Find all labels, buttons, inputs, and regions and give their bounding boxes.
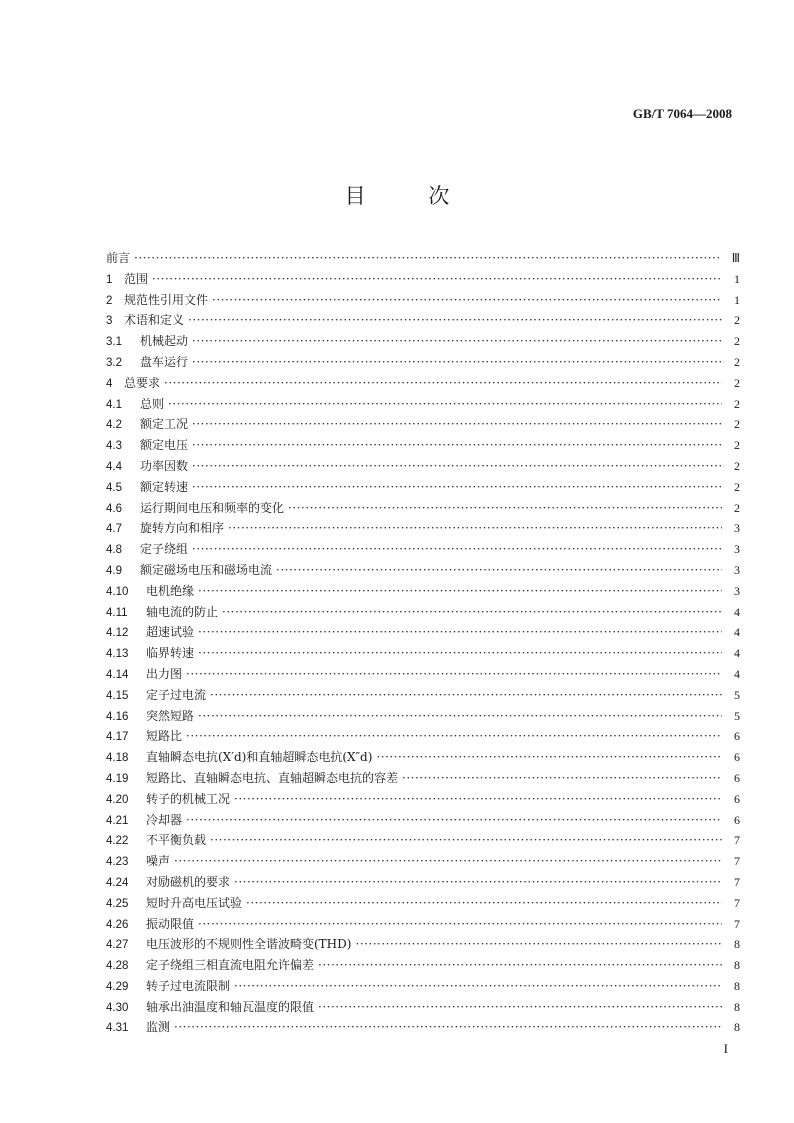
toc-entry[interactable] <box>106 518 740 539</box>
toc-entry-number: 4.14 <box>106 668 129 681</box>
toc-entry-number: 4.25 <box>106 897 129 910</box>
toc-entry[interactable] <box>106 851 740 872</box>
toc-entry-page: 7 <box>734 874 740 889</box>
toc-entry-title: 噪声 <box>146 854 171 869</box>
toc-entry-number: 4.5 <box>106 481 122 494</box>
toc-entry-number: 4.19 <box>106 772 129 785</box>
toc-entry-title: 功率因数 <box>140 458 189 473</box>
toc-entry-page: 2 <box>734 375 740 390</box>
toc-entry[interactable] <box>106 872 740 893</box>
dot-leader <box>192 477 722 498</box>
dot-leader <box>192 331 722 352</box>
toc-entry-page: 7 <box>734 833 740 848</box>
toc-entry-page: 1 <box>734 271 740 286</box>
toc-entry-number: 4.7 <box>106 523 122 536</box>
toc-entry-page: Ⅲ <box>731 251 740 265</box>
toc-entry-number: 4.29 <box>106 980 129 993</box>
toc-entry-page: 3 <box>734 542 740 557</box>
dot-leader <box>288 498 722 519</box>
dot-leader <box>198 643 722 664</box>
toc-entry-number: 4.21 <box>106 814 129 827</box>
toc-entry-number: 4.18 <box>106 752 129 765</box>
toc-entry[interactable] <box>106 934 740 955</box>
toc-entry-page: 6 <box>734 791 740 806</box>
dot-leader <box>234 976 722 997</box>
toc-entry[interactable] <box>106 622 740 643</box>
toc-entry-page: 4 <box>734 646 740 661</box>
toc-entry-page: 6 <box>734 750 740 765</box>
toc-entry-page: 5 <box>734 687 740 702</box>
toc-entry-number: 4.20 <box>106 793 129 806</box>
toc-entry-title: 冷却器 <box>146 812 183 827</box>
toc-entry[interactable] <box>106 685 740 706</box>
toc-entry[interactable] <box>106 893 740 914</box>
dot-leader <box>402 768 722 789</box>
toc-entry[interactable] <box>106 643 740 664</box>
dot-leader <box>198 706 722 727</box>
dot-leader <box>186 664 722 685</box>
toc-entry-number: 3.2 <box>106 356 122 369</box>
toc-entry-page: 3 <box>734 583 740 598</box>
toc-entry-number: 4.3 <box>106 440 122 453</box>
standard-code: GB/T 7064—2008 <box>632 106 732 121</box>
toc-entry-number: 4.11 <box>106 606 128 619</box>
dot-leader <box>228 518 722 539</box>
toc-entry-title: 机械起动 <box>140 334 189 349</box>
dot-leader <box>192 456 722 477</box>
toc-entry[interactable] <box>106 414 740 435</box>
toc-entry-title: 直轴瞬态电抗(X′d)和直轴超瞬态电抗(X″d) <box>146 750 373 765</box>
toc-entry-title: 额定转速 <box>140 479 189 494</box>
dot-leader <box>174 851 722 872</box>
dot-leader <box>134 248 722 269</box>
toc-entry-title: 术语和定义 <box>124 313 185 328</box>
toc-entry-title: 短路比、直轴瞬态电抗、直轴超瞬态电抗的容差 <box>146 770 399 785</box>
toc-entry-title: 电压波形的不规则性全谐波畸变(THD) <box>146 937 352 952</box>
toc-entry-title: 总则 <box>140 396 165 411</box>
toc-entry[interactable] <box>106 955 740 976</box>
toc-entry-title: 规范性引用文件 <box>124 292 209 307</box>
toc-entry-title: 监测 <box>146 1020 171 1035</box>
toc-entry-number: 4.9 <box>106 564 122 577</box>
toc-entry[interactable] <box>106 435 740 456</box>
toc-entry-title: 突然短路 <box>146 708 195 723</box>
toc-entry-number: 4.30 <box>106 1001 129 1014</box>
toc-entry-page: 8 <box>734 958 740 973</box>
toc-entry-title: 转子过电流限制 <box>146 978 231 993</box>
toc-entry-title: 电机绝缘 <box>146 583 195 598</box>
toc-entry-title: 前言 <box>106 251 131 265</box>
dot-leader <box>318 997 722 1018</box>
toc-entry-title: 盘车运行 <box>140 354 189 369</box>
toc-entry[interactable] <box>106 290 740 311</box>
toc-entry-page: 6 <box>734 812 740 827</box>
toc-entry-page: 7 <box>734 895 740 910</box>
toc-entry-number: 4.8 <box>106 544 122 557</box>
dot-leader <box>234 789 722 810</box>
toc-entry[interactable] <box>106 269 740 290</box>
toc-entry-page: 2 <box>734 334 740 349</box>
toc-entry-number: 4.4 <box>106 460 122 473</box>
toc-entry-number: 4.12 <box>106 627 129 640</box>
toc-entry[interactable] <box>106 310 740 331</box>
toc-entry-number: 3.1 <box>106 336 122 349</box>
toc-entry-number: 4.28 <box>106 960 129 973</box>
dot-leader <box>210 830 722 851</box>
toc-entry-page: 6 <box>734 770 740 785</box>
dot-leader <box>186 810 722 831</box>
page-number: I <box>723 1041 728 1056</box>
toc-entry-number: 4.31 <box>106 1022 129 1035</box>
toc-entry-number: 4.23 <box>106 856 129 869</box>
toc-entry[interactable] <box>106 352 740 373</box>
toc-entry-title: 额定工况 <box>140 417 189 432</box>
toc-entry-page: 2 <box>734 458 740 473</box>
toc-entry-title: 旋转方向和相序 <box>140 521 225 536</box>
toc-entry-title: 额定磁场电压和磁场电流 <box>140 562 273 577</box>
toc-entry-title: 短时升高电压试验 <box>146 895 243 910</box>
toc-entry-page: 8 <box>734 937 740 952</box>
toc-entry-number: 2 <box>106 294 113 307</box>
toc-entry-page: 2 <box>734 500 740 515</box>
toc-entry[interactable] <box>106 477 740 498</box>
dot-leader <box>246 893 722 914</box>
toc-entry-title: 振动限值 <box>146 916 195 931</box>
toc-entry[interactable] <box>106 560 740 581</box>
toc-entry-page: 2 <box>734 313 740 328</box>
toc-entry[interactable] <box>106 810 740 831</box>
toc-entry-number: 4.27 <box>106 939 129 952</box>
dot-leader <box>355 934 722 955</box>
dot-leader <box>174 1017 722 1038</box>
toc-entry-page: 2 <box>734 417 740 432</box>
toc-entry[interactable] <box>106 394 740 415</box>
dot-leader <box>188 310 722 331</box>
dot-leader <box>276 560 722 581</box>
toc-entry-page: 8 <box>734 999 740 1014</box>
toc-entry-page: 2 <box>734 396 740 411</box>
toc-entry-page: 1 <box>734 292 740 307</box>
toc-entry-number: 4.26 <box>106 918 129 931</box>
dot-leader <box>152 269 722 290</box>
toc-entry-number: 4.1 <box>106 398 122 411</box>
toc-entry[interactable] <box>106 830 740 851</box>
dot-leader <box>210 685 722 706</box>
toc-entry-page: 8 <box>734 1020 740 1035</box>
toc-entry-page: 2 <box>734 438 740 453</box>
dot-leader <box>168 394 722 415</box>
dot-leader <box>198 622 722 643</box>
toc-entry[interactable] <box>106 602 740 623</box>
toc-entry[interactable] <box>106 373 740 394</box>
toc-entry[interactable] <box>106 664 740 685</box>
dot-leader <box>192 414 722 435</box>
dot-leader <box>192 435 722 456</box>
toc-entry-page: 6 <box>734 729 740 744</box>
toc-entry-number: 4.13 <box>106 648 129 661</box>
toc-entry-title: 出力图 <box>146 666 183 681</box>
dot-leader <box>212 290 722 311</box>
toc-entry-title: 对励磁机的要求 <box>146 874 231 889</box>
toc-entry-number: 4.24 <box>106 876 129 889</box>
toc-entry[interactable] <box>106 1017 740 1038</box>
dot-leader <box>318 955 722 976</box>
toc-entry[interactable] <box>106 248 740 269</box>
dot-leader <box>376 747 722 768</box>
toc-entry[interactable] <box>106 456 740 477</box>
dot-leader <box>198 581 722 602</box>
toc-entry-page: 4 <box>734 666 740 681</box>
dot-leader <box>234 872 722 893</box>
toc-entry-title: 临界转速 <box>146 646 195 661</box>
toc-entry-title: 超速试验 <box>146 625 195 640</box>
toc-entry[interactable] <box>106 539 740 560</box>
dot-leader <box>192 539 722 560</box>
toc-entry-number: 4.10 <box>106 585 129 598</box>
dot-leader <box>198 914 722 935</box>
toc-entry[interactable] <box>106 997 740 1018</box>
toc-entry[interactable] <box>106 914 740 935</box>
dot-leader <box>192 352 722 373</box>
toc-entry-page: 7 <box>734 916 740 931</box>
toc-entry[interactable] <box>106 331 740 352</box>
toc-entry-page: 2 <box>734 479 740 494</box>
toc-entry-number: 4 <box>106 377 113 390</box>
toc-entry-page: 3 <box>734 521 740 536</box>
toc-entry[interactable] <box>106 706 740 727</box>
toc-entry[interactable] <box>106 498 740 519</box>
toc-entry-title: 运行期间电压和频率的变化 <box>140 500 285 515</box>
toc-entry-title: 定子绕组 <box>140 542 189 557</box>
toc-entry[interactable] <box>106 789 740 810</box>
toc-entry-number: 4.2 <box>106 419 122 432</box>
toc-entry-title: 轴承出油温度和轴瓦温度的限值 <box>146 999 315 1014</box>
toc-entry-title: 定子过电流 <box>146 687 207 702</box>
toc-entry-title: 轴电流的防止 <box>146 604 219 619</box>
toc-entry-page: 7 <box>734 854 740 869</box>
dot-leader <box>164 373 722 394</box>
toc-entry-page: 2 <box>734 354 740 369</box>
toc-entry[interactable] <box>106 976 740 997</box>
toc-entry-title: 定子绕组三相直流电阻允许偏差 <box>146 958 315 973</box>
table-of-contents <box>106 248 740 1038</box>
toc-entry[interactable] <box>106 726 740 747</box>
toc-entry-page: 8 <box>734 978 740 993</box>
toc-entry-page: 5 <box>734 708 740 723</box>
toc-entry-title: 转子的机械工况 <box>146 791 231 806</box>
toc-entry-title: 额定电压 <box>140 438 189 453</box>
toc-entry-page: 4 <box>734 604 740 619</box>
toc-entry-number: 1 <box>106 273 113 286</box>
dot-leader <box>222 602 722 623</box>
toc-entry-title: 总要求 <box>124 375 161 390</box>
toc-entry-page: 3 <box>734 562 740 577</box>
page-title: 目 次 <box>344 184 478 208</box>
toc-entry-number: 4.16 <box>106 710 129 723</box>
toc-entry-number: 4.22 <box>106 835 129 848</box>
toc-entry[interactable] <box>106 747 740 768</box>
toc-entry-page: 4 <box>734 625 740 640</box>
toc-entry-title: 不平衡负载 <box>146 833 207 848</box>
toc-entry-title: 范围 <box>124 271 149 286</box>
toc-entry-number: 4.15 <box>106 689 129 702</box>
toc-entry-number: 4.17 <box>106 731 129 744</box>
toc-entry-number: 3 <box>106 315 113 328</box>
dot-leader <box>186 726 722 747</box>
toc-entry-title: 短路比 <box>146 729 183 744</box>
toc-entry[interactable] <box>106 581 740 602</box>
toc-entry[interactable] <box>106 768 740 789</box>
toc-entry-number: 4.6 <box>106 502 122 515</box>
